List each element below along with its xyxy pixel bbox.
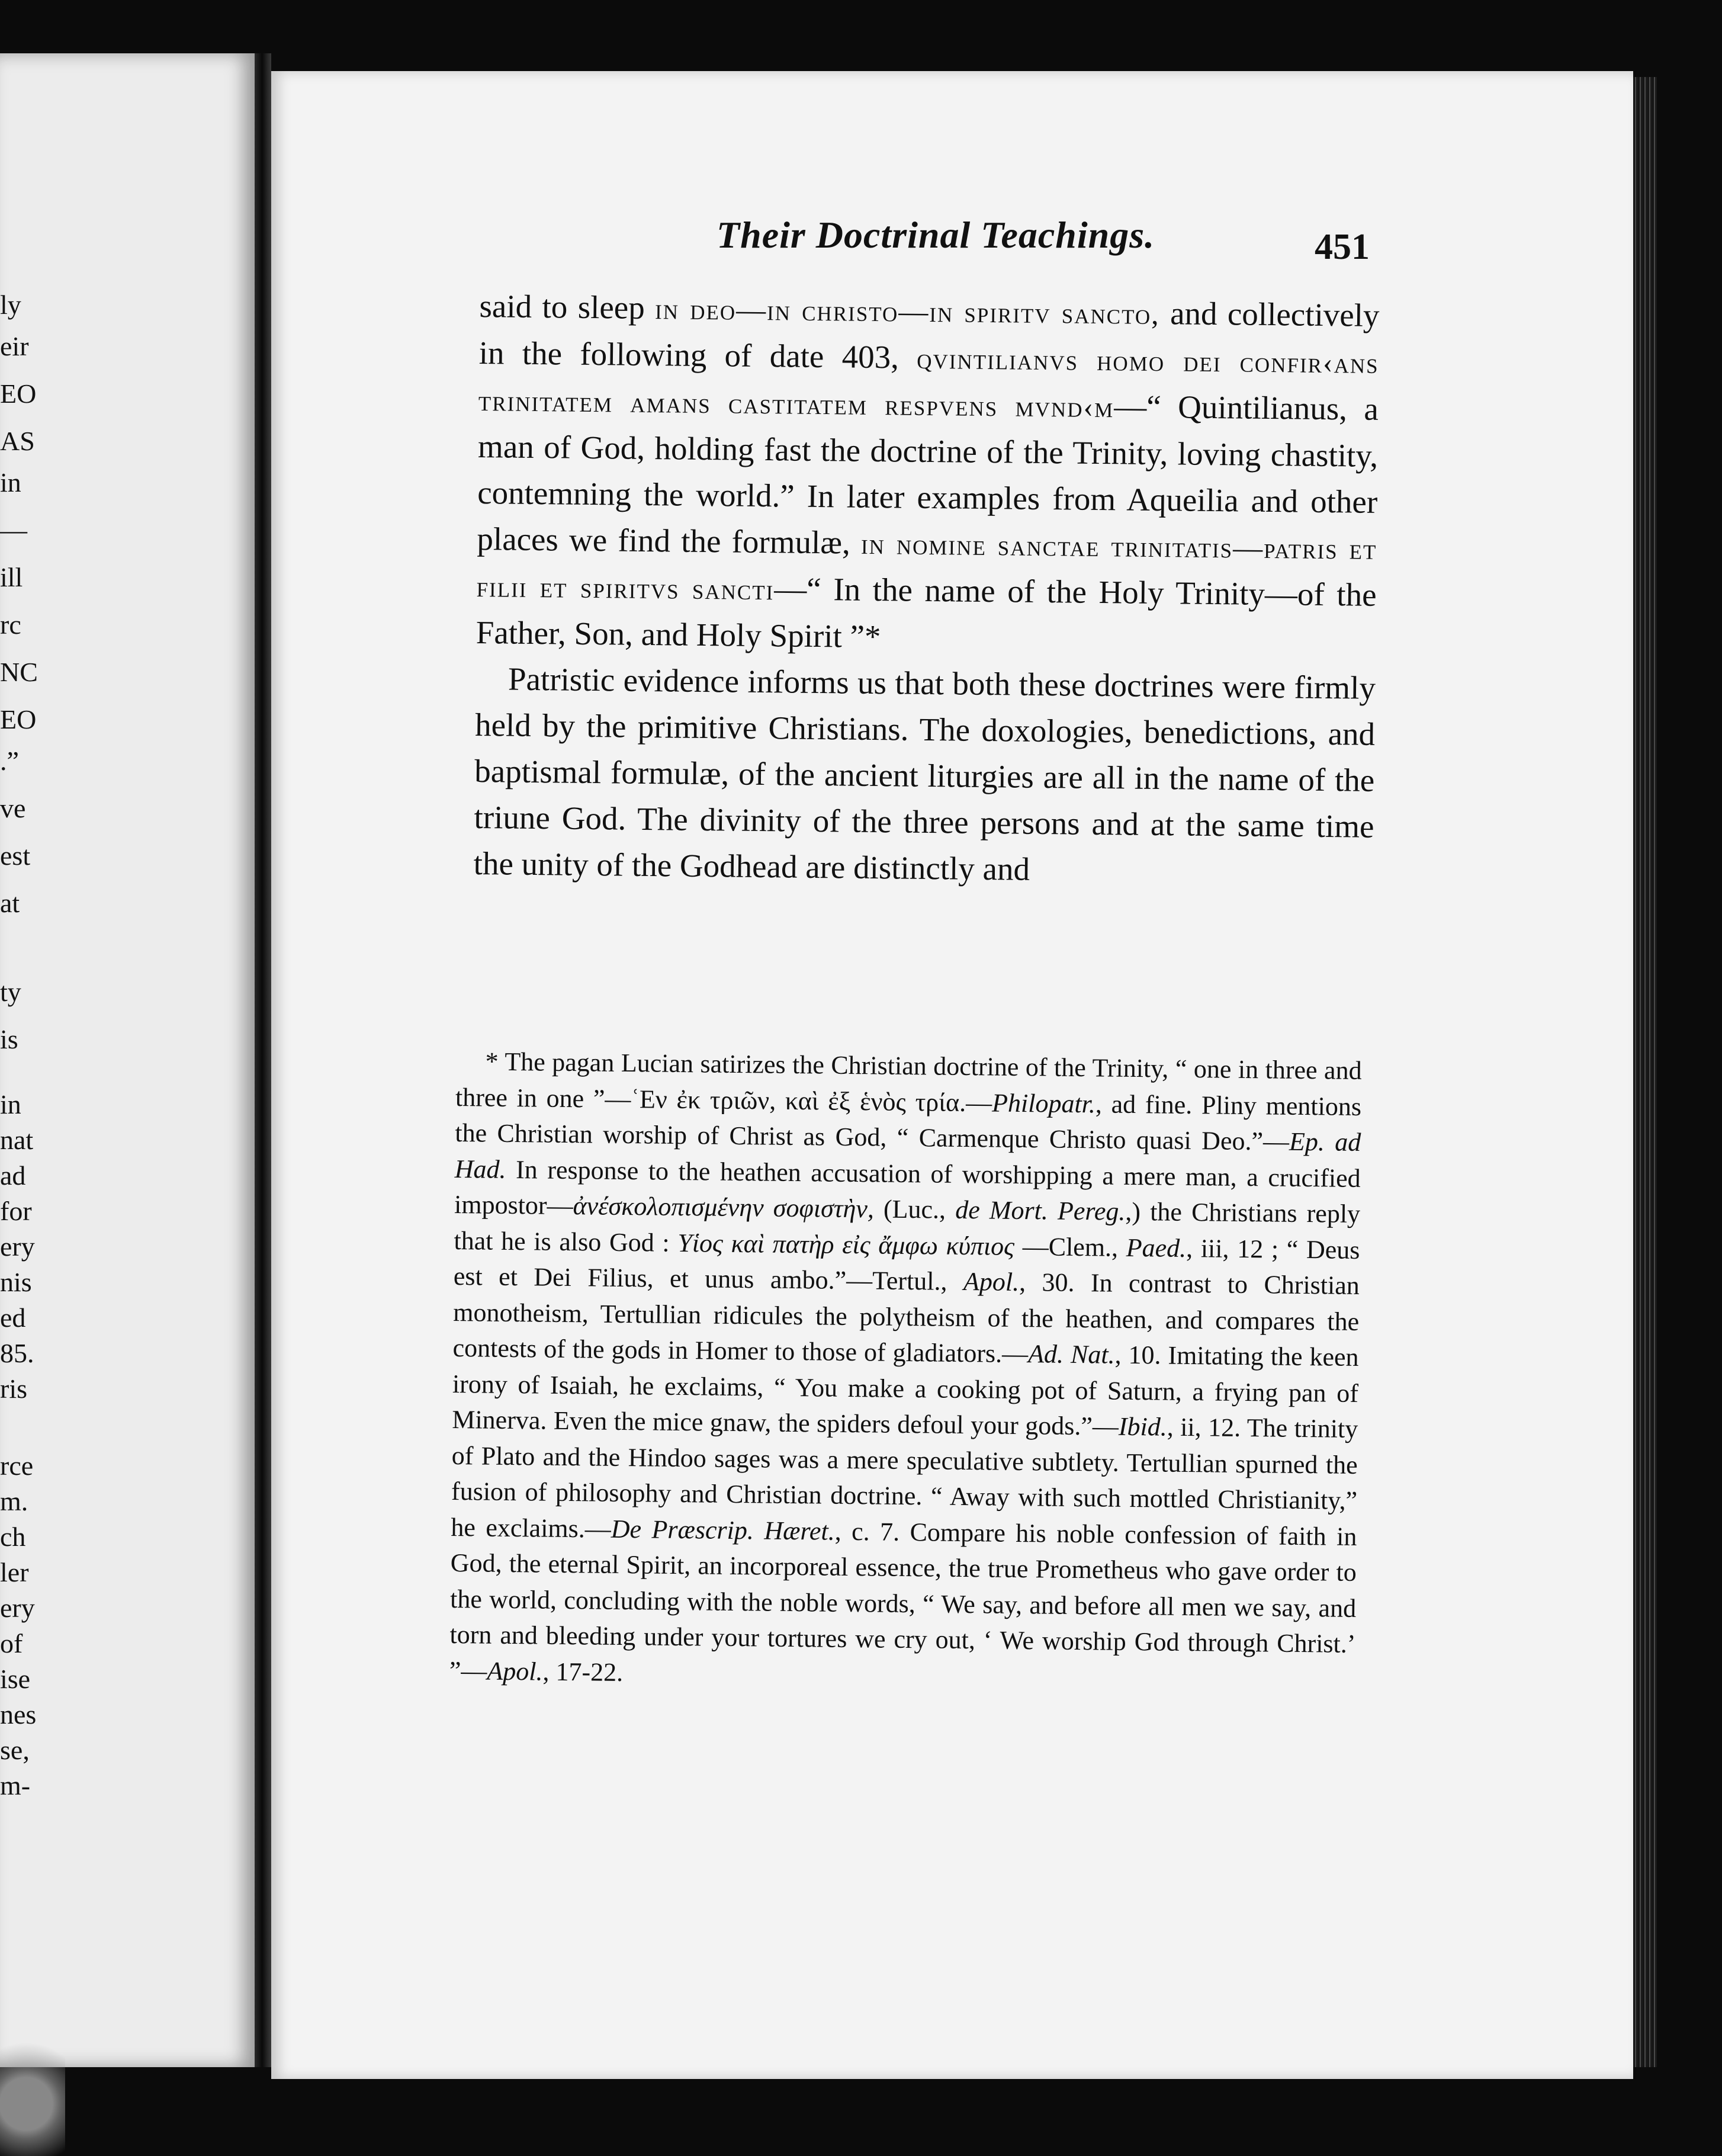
- left-page: [0, 53, 255, 2067]
- left-fragment: in: [0, 467, 21, 498]
- text-run: , 10. Imitating the keen irony of Isaiah, he exclaims, “ You make a cooking pot of Saturn, a frying pan of Minerva. Even the mice gnaw, the spiders defoul your gods.”—: [452, 1340, 1359, 1441]
- left-fragment: ly: [0, 290, 21, 320]
- page-edge: [1633, 77, 1657, 2067]
- left-fragment: 85.: [0, 1338, 34, 1368]
- text-run: —“ Quintilianus, a man of God, holding fast the doctrine of the Trinity, loving chastity, contemning the world.” In later examples from Aqueilia and other places we find the formulæ,: [477, 388, 1379, 561]
- left-fragment: se,: [0, 1735, 30, 1765]
- greek-text: ἀνέσκολοπισμένην σοφιστὴν,: [573, 1191, 875, 1224]
- left-fragment: NC: [0, 657, 38, 687]
- text-run: , 30. In contrast to Christian monotheism, Tertullian ridicules the polytheism of the heathen, and compares the contests of the gods in Homer to those of gladiators.—: [452, 1267, 1360, 1369]
- left-fragment: EO: [0, 378, 37, 409]
- text-run: * The pagan Lucian satirizes the Christian doctrine of the Trinity, “ one in three and three in one ”—ʿΕν ἐκ τριῶν, καὶ ἐξ ἑνὸς τρία.—: [455, 1047, 1362, 1117]
- left-fragment: m-: [0, 1770, 31, 1801]
- book-gutter: [255, 53, 271, 2067]
- left-fragment: AS: [0, 426, 35, 456]
- text-run: said to sleep: [479, 287, 656, 326]
- left-fragment: nes: [0, 1699, 37, 1730]
- left-fragment: est: [0, 840, 31, 871]
- left-fragment: ed: [0, 1302, 26, 1333]
- left-fragment: EO: [0, 704, 37, 734]
- left-fragment: .”: [0, 746, 19, 776]
- text-run: —Clem.,: [1014, 1231, 1127, 1262]
- paragraph-1: [476, 283, 1380, 665]
- citation: de Mort. Pereg.: [955, 1195, 1126, 1226]
- inscription-text: in deo—in christo—in spiritv sancto,: [654, 292, 1161, 331]
- running-head: Their Doctrinal Teachings.: [717, 214, 1155, 256]
- left-fragment: ise: [0, 1664, 31, 1694]
- left-fragment: ris: [0, 1374, 27, 1404]
- citation: De Præscrip. Hæret.: [611, 1514, 835, 1546]
- text-run: , ad fine. Pliny mentions the Christian worship of Christ as God, “ Carmenque Christo quasi Deo.”—: [455, 1089, 1362, 1156]
- text-run: , iii, 12 ; “ Deus est et Dei Filius, et unus ambo.”—Tertul.,: [453, 1233, 1360, 1296]
- left-fragment: ty: [0, 977, 21, 1007]
- paragraph-2: Patristic evidence informs us that both these doctrines were firmly held by the primitive Christians. The doxologies, benedictions, and baptismal formulæ, of the ancient liturgies are all in the name of the triune God. The divinity of the three persons and at the same time the unity of the Godhead are distinctly and: [473, 660, 1376, 887]
- left-fragment: —: [0, 515, 27, 545]
- left-fragment: rc: [0, 609, 21, 640]
- left-fragment: nis: [0, 1267, 32, 1297]
- greek-text: Υἱος καὶ πατὴρ εἰς ἄμφω κύπιος: [677, 1228, 1015, 1261]
- citation: Apol.: [963, 1266, 1020, 1297]
- left-fragment: ery: [0, 1593, 35, 1623]
- citation: Apol.: [487, 1656, 543, 1686]
- text-run: , c. 7. Compare his noble confession of faith in God, the eternal Spirit, an incorporeal essence, the true Prometheus who gave order to the world, concluding with the noble words, “ We say, and before all men we say, and torn and bleeding under your tortures we cry out, ‘ We worship God through Christ.’ ”—: [449, 1516, 1357, 1686]
- citation: Ad. Nat.: [1027, 1339, 1115, 1369]
- footnote-paragraph: [449, 1044, 1362, 1698]
- left-fragment: ve: [0, 793, 26, 823]
- citation: Ep. ad Had.: [454, 1127, 1361, 1184]
- left-fragment: ler: [0, 1557, 29, 1587]
- citation: Paed.: [1126, 1233, 1187, 1263]
- left-fragment: ery: [0, 1231, 35, 1262]
- left-fragment: ill: [0, 562, 23, 592]
- left-fragment: for: [0, 1196, 32, 1226]
- left-fragment: eir: [0, 331, 29, 361]
- left-fragment: of: [0, 1628, 23, 1658]
- left-fragment: ad: [0, 1160, 26, 1191]
- text-run: In response to the heathen accusation of worshipping a mere man, a crucified impostor—: [454, 1154, 1361, 1221]
- text-run: ,) the Christians reply that he is also God :: [454, 1196, 1361, 1257]
- text-run: (Luc.,: [873, 1194, 956, 1224]
- text-run: —“ In the name of the Holy Trinity—of the Father, Son, and Holy Spirit ”*: [476, 570, 1377, 655]
- page-number: 451: [1315, 227, 1370, 267]
- left-fragment: nat: [0, 1125, 34, 1155]
- text-run: , ii, 12. The trinity of Plato and the Hindoo sages was a mere speculative subtlety. Tertullian spurned the fusion of philosophy and Christian doctrine. “ Away with such mottled Christianity,” he exclaims.—: [451, 1412, 1358, 1544]
- citation: Ibid.: [1118, 1411, 1168, 1442]
- text-run: and collectively in the following of date 403,: [478, 295, 1380, 376]
- left-fragment: at: [0, 888, 20, 918]
- footnote: [449, 1044, 1362, 1698]
- citation: Philopatr.: [991, 1087, 1096, 1118]
- inscription-text: in nomine sanctae trinitatis—patris et filii et spiritvs sancti: [476, 527, 1377, 607]
- left-fragment: m.: [0, 1486, 28, 1516]
- text-run: , 17-22.: [542, 1657, 624, 1687]
- left-fragment: is: [0, 1024, 18, 1054]
- paper-stain: [0, 2026, 65, 2156]
- left-fragment: ch: [0, 1522, 26, 1552]
- inscription-text: qvintilianvs homo dei confir‹ans trinitatem amans castitatem respvens mvnd‹m: [478, 341, 1379, 424]
- body-text: [473, 283, 1380, 896]
- left-fragment: in: [0, 1089, 21, 1119]
- left-fragment: rce: [0, 1451, 34, 1481]
